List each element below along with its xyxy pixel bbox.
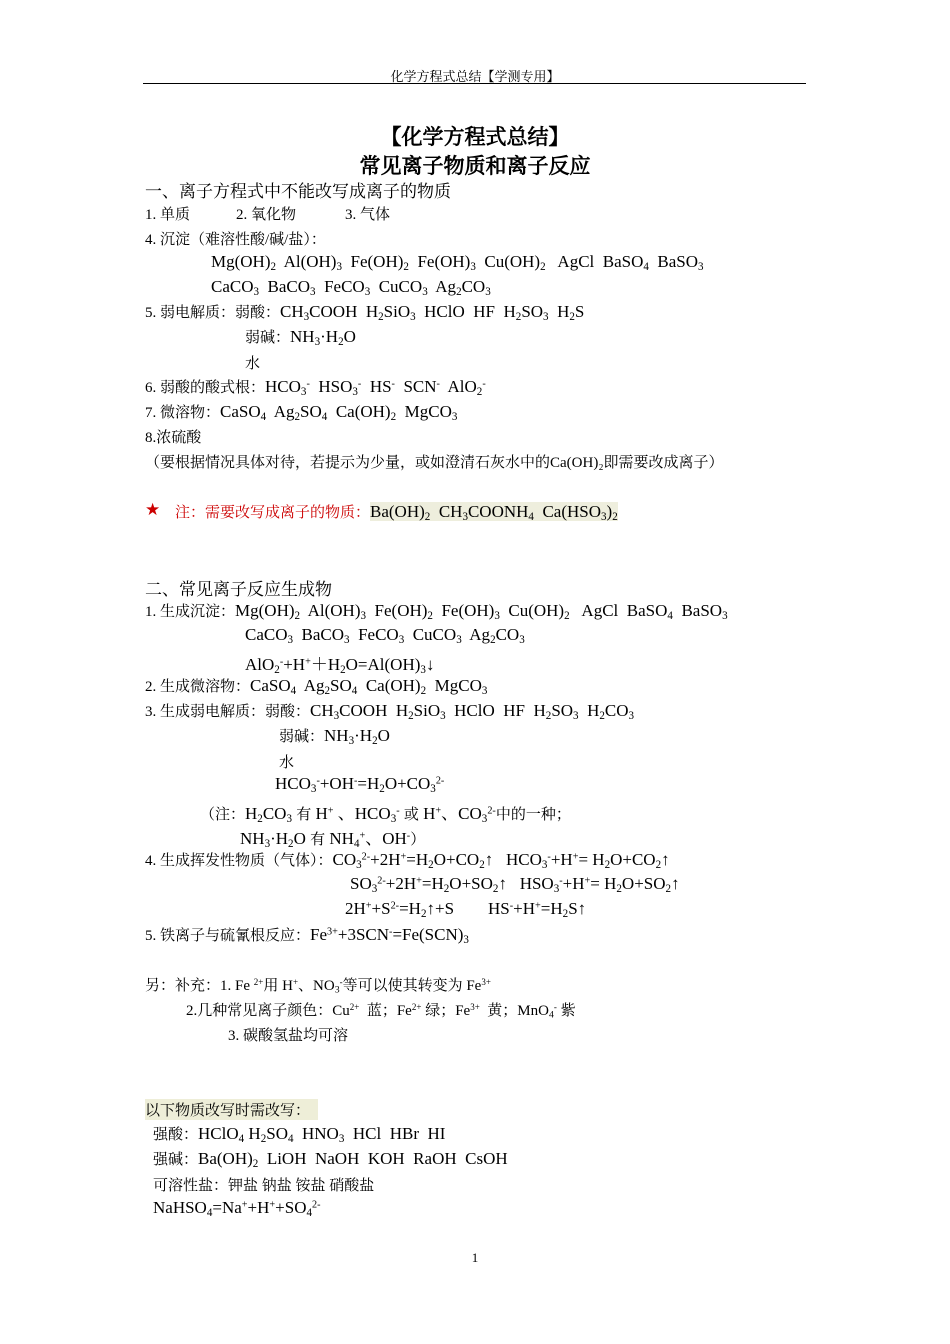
s1-item3: 3. 气体 [345,207,391,223]
s1-item6: 6. 弱酸的酸式根：$HCO_3^-$ $HSO_3^-$ HS- SCN- AlO$_2$- [145,377,486,398]
s2-aluminate-reaction: $AlO_2^-+H^++H_2O=Al(OH)_3↓$ [245,655,435,676]
rewrite-strong-bases: 强碱：$Ba(OH)_2$ LiOH NaOH KOH RaOH CsOH [153,1149,508,1170]
s1-weak-base: 弱碱：$NH_3\cdot H_2O$ [245,327,356,348]
s1-water: 水 [245,356,261,372]
s2-item2: 2. 生成微溶物：CaSO$_4$ $Ag_2SO_4$ $Ca(OH)_2$ MgCO$_3$ [145,676,488,697]
section2-heading: 二、常见离子反应生成物 [145,580,332,599]
page-title: 【化学方程式总结】 [380,125,570,149]
s2-gas-line3: $2H^++S^{2-}=H_2↑+S$ $HS^-+H^+=H_2S↑$ [345,899,587,920]
s1-item7: 7. 微溶物：CaSO$_4$ $Ag_2SO_4$ $Ca(OH)_2$ MgCO$_3$ [145,402,458,423]
rewrite-soluble-salts: 可溶性盐：钾盐 钠盐 铵盐 硝酸盐 [153,1178,375,1194]
s2-item1: 1. 生成沉淀：$Mg(OH)_2$ $Al(OH)_3$ $Fe(OH)_2$ $Fe(OH)_3$ $Cu(OH)_2$ AgCl BaSO$_4$ BaSO$_3$ [145,601,728,622]
header-rule [143,83,806,84]
s2-note-line2: $NH_3\cdot H_2O$ 有 $NH_4^+$、OH-） [240,829,426,850]
s1-note: （要根据情况具体对待，若提示为少量，或如澄清石灰水中的Ca(OH)₂即需要改成离子） [145,455,724,471]
s2-note-line1: （注：$H_2CO_3$ 有 H+ 、$HCO_3^-$ 或 H+、$CO_3^{2-}$中的一种； [200,804,571,825]
s2-water: 水 [279,755,295,771]
rewrite-nahso4: $NaHSO_4=Na^++H^++SO_4^{2-}$ [153,1198,321,1219]
s2-weak-base: 弱碱：$NH_3\cdot H_2O$ [279,726,390,747]
s2-gas-line2: $SO_3^{2-}+2H^+=H_2O+SO_2↑$ $HSO_3^-+H^+=$ $H_2O+SO_2↑$ [350,874,680,895]
s1-star-note: 注：需要改写成离子的物质：$Ba(OH)_2$ $CH_3COONH_4$ $Ca(HSO_3)_2$ [175,502,618,523]
page-header: 化学方程式总结【学测专用】 [390,69,560,84]
section1-heading: 一、离子方程式中不能改写成离子的物质 [145,182,451,201]
rewrite-strong-acids: 强酸：HClO$_4$ $H_2SO_4$ $HNO_3$ HCl HBr HI [153,1124,446,1145]
s1-item2: 2. 氧化物 [236,207,297,223]
rewrite-heading: 以下物质改写时需改写： [145,1099,318,1120]
s2-precipitates-line2: CaCO$_3$ BaCO$_3$ FeCO$_3$ CuCO$_3$ $Ag_2CO_3$ [245,625,525,646]
s1-item5: 5. 弱电解质：弱酸：$CH_3COOH$ $H_2SiO_3$ HClO HF $H_2SO_3$ $H_2S$ [145,302,585,323]
s1-item4: 4. 沉淀（难溶性酸/碱/盐）： [145,232,326,248]
supplement-line2: 2.几种常见离子颜色：$Cu^{2+}$ 蓝；$Fe^{2+}$ 绿；$Fe^{3+}$ 黄；MnO$_4$- 紫 [186,1002,576,1021]
supplement-line1: 另：补充：1. Fe $^{2+}$用 H+、$NO_3^-$等可以使其转变为 $Fe^{3+}$ [145,977,491,996]
s2-item5: 5. 铁离子与硫氰根反应：$Fe^{3+}+3SCN^-=Fe(SCN)_3$ [145,925,469,946]
page-number: 1 [471,1250,479,1265]
s1-precipitates-line1: $Mg(OH)_2$ $Al(OH)_3$ $Fe(OH)_2$ $Fe(OH)_3$ $Cu(OH)_2$ AgCl BaSO$_4$ BaSO$_3$ [211,252,704,273]
page-subtitle: 常见离子物质和离子反应 [359,154,591,178]
s1-item8: 8.浓硫酸 [145,430,202,446]
supplement-line3: 3. 碳酸氢盐均可溶 [228,1028,349,1044]
s1-item1: 1. 单质 [145,207,191,223]
s2-item3: 3. 生成弱电解质：弱酸：$CH_3COOH$ $H_2SiO_3$ HClO HF $H_2SO_3$ $H_2CO_3$ [145,701,635,722]
s2-bicarbonate-reaction: $HCO_3^-+OH^-=H_2O+CO_3^{2-}$ [275,774,445,795]
s2-item4: 4. 生成挥发性物质（气体）：$CO_3^{2-}+2H^+=H_2O+CO_2↑$ $HCO_3^-+H^+=$ $H_2O+CO_2↑$ [145,850,670,871]
s1-precipitates-line2: CaCO$_3$ BaCO$_3$ FeCO$_3$ CuCO$_3$ $Ag_2CO_3$ [211,277,491,298]
star-icon: ★ [145,500,161,519]
